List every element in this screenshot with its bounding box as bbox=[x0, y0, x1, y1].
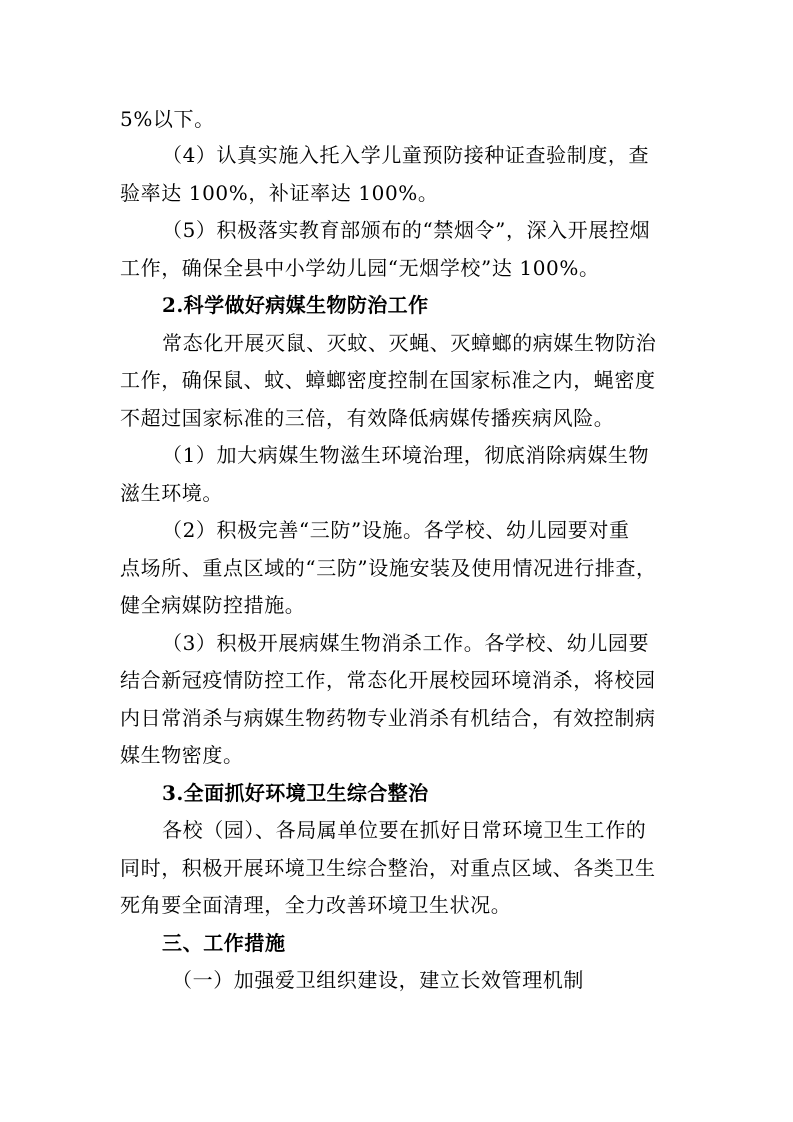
paragraph-line: （2）积极完善“三防”设施。各学校、幼儿园要对重 bbox=[162, 518, 630, 542]
paragraph-line: 媒生物密度。 bbox=[120, 743, 244, 767]
section-heading: 三、工作措施 bbox=[162, 931, 286, 955]
paragraph-line: 死角要全面清理，全力改善环境卫生状况。 bbox=[120, 893, 512, 917]
paragraph-line: 工作，确保全县中小学幼儿园“无烟学校”达 100%。 bbox=[120, 256, 600, 280]
paragraph-line: 5%以下。 bbox=[120, 107, 215, 131]
paragraph-line: 验率达 100%，补证率达 100%。 bbox=[120, 181, 439, 205]
paragraph-line: 常态化开展灭鼠、灭蚊、灭蝇、灭蟑螂的病媒生物防治 bbox=[162, 331, 657, 355]
paragraph-line: 点场所、重点区域的“三防”设施安装及使用情况进行排查， bbox=[120, 556, 657, 580]
paragraph-line: 同时，积极开展环境卫生综合整治，对重点区域、各类卫生 bbox=[120, 856, 656, 880]
paragraph-line: （5）积极落实教育部颁布的“禁烟令”，深入开展控烟 bbox=[162, 218, 651, 242]
subsection-heading: 2.科学做好病媒生物防治工作 bbox=[162, 293, 429, 317]
paragraph-line: 健全病媒防控措施。 bbox=[120, 593, 306, 617]
paragraph-line: （4）认真实施入托入学儿童预防接种证查验制度，查 bbox=[162, 143, 650, 167]
subsection-title: （一）加强爱卫组织建设，建立长效管理机制 bbox=[172, 968, 584, 992]
paragraph-line: 工作，确保鼠、蚊、蟑螂密度控制在国家标准之内，蝇密度 bbox=[120, 368, 656, 392]
paragraph-line: （1）加大病媒生物滋生环境治理，彻底消除病媒生物 bbox=[162, 443, 650, 467]
subsection-heading: 3.全面抓好环境卫生综合整治 bbox=[162, 781, 429, 805]
paragraph-line: 不超过国家标准的三倍，有效降低病媒传播疾病风险。 bbox=[120, 406, 615, 430]
paragraph-line: 各校（园）、各局属单位要在抓好日常环境卫生工作的 bbox=[162, 818, 647, 842]
paragraph-line: 结合新冠疫情防控工作，常态化开展校园环境消杀，将校园 bbox=[120, 668, 656, 692]
paragraph-line: （3）积极开展病媒生物消杀工作。各学校、幼儿园要 bbox=[162, 631, 650, 655]
paragraph-line: 滋生环境。 bbox=[120, 481, 223, 505]
paragraph-line: 内日常消杀与病媒生物药物专业消杀有机结合，有效控制病 bbox=[120, 706, 656, 730]
